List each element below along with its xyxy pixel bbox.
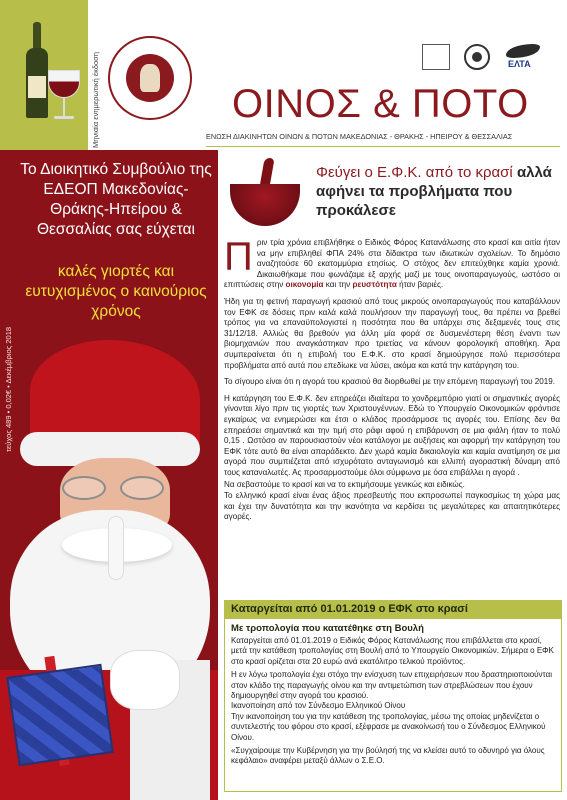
wine-bottle-icon bbox=[26, 22, 48, 118]
issue-info: τεύχος 489 • 0,02€ • Δεκέμβριος 2018 bbox=[4, 326, 13, 452]
newsletter-title: ΟΙΝΟΣ & ΠΟΤΟ bbox=[232, 82, 529, 126]
elta-label: ΕΛΤΑ bbox=[508, 59, 531, 69]
greeting-panel bbox=[0, 150, 218, 800]
holiday-wishes: καλές γιορτές και ευτυχισμένος ο καινούριος χρόνος bbox=[25, 263, 207, 320]
article-body bbox=[224, 235, 560, 529]
header-divider bbox=[206, 146, 560, 147]
association-seal-logo bbox=[108, 36, 192, 120]
wine-figure-icon bbox=[126, 54, 174, 102]
bird-icon bbox=[506, 44, 540, 58]
wine-glass-icon bbox=[48, 70, 80, 122]
news-box-body bbox=[231, 636, 557, 770]
federation-logo bbox=[422, 44, 450, 70]
masthead bbox=[0, 0, 567, 150]
news-box-subtitle: Με τροπολογία που κατατέθηκε στη Βουλή bbox=[231, 623, 424, 634]
publication-type: Μηνιαία ενημερωτική έκδοση bbox=[91, 52, 100, 148]
box-paragraph-1: Καταργείται από 01.01.2019 ο Ειδικός Φόρος Κατανάλωσης που επιβάλλεται στο κρασί, μετά την κατάθεση τροπολογίας στη Βουλή από το Υπουργείο Οικονομικών. Σήμερα ο ΕΦΚ στο κρασί ορίζεται στα 20 ευρώ ανά εκατόλιτρο τελικού προϊόντος. bbox=[231, 636, 554, 666]
news-box-title: Καταργείται από 01.01.2019 ο ΕΦΚ στο κρασί bbox=[231, 603, 468, 615]
gift-box-icon bbox=[6, 664, 114, 766]
news-box-header bbox=[225, 601, 561, 619]
round-seal-icon bbox=[464, 44, 490, 70]
p1-highlight-economy: οικονομία bbox=[285, 280, 324, 290]
drop-cap: Π bbox=[224, 235, 253, 279]
wine-bottle-panel bbox=[0, 0, 88, 150]
elta-logo bbox=[496, 44, 556, 72]
wine-pour-image bbox=[222, 158, 310, 232]
p1-text-b: και την bbox=[325, 280, 351, 290]
paragraph-5: Να σεβαστούμε το κρασί και να το εκτιμήσουμε γενικώς και ειδικώς. bbox=[224, 480, 465, 490]
partner-logos bbox=[422, 44, 562, 74]
p1-text-c: ήταν βαριές. bbox=[399, 280, 444, 290]
p1-text-a: ριν τρία χρόνια επιβλήθηκε ο Ειδικός Φόρος Κατανάλωσης στο κρασί και αιτία ήταν να μην επιβληθεί ΦΠΑ 24% στα δίδακτρα των ιδιωτικών σχολείων. Το δημόσιο αναζητούσε 60 εκατομμύρια ετησίως. Ο στόχος δεν επιτεύχθηκε καμία χρονιά. Δικαιωθήκαμε που φωνάζαμε εξ αρχής μαζί με τους οινοπαραγωγούς, ωστόσο οι επιπτώσεις στην bbox=[224, 238, 560, 290]
p1-highlight-liquidity: ρευστότητα bbox=[352, 280, 397, 290]
news-box bbox=[224, 600, 562, 792]
paragraph-3: Το σίγουρο είναι ότι η αγορά του κρασιού θα διορθωθεί με την επόμενη παραγωγή του 2019. bbox=[224, 377, 556, 387]
paragraph-1 bbox=[224, 235, 560, 291]
santa-claus-image bbox=[0, 340, 218, 800]
article-headline bbox=[316, 163, 560, 220]
paragraph-6: Το ελληνικό κρασί είναι ένας άξιος πρεσβευτής που εκπροσωπεί παγκοσμίως τη χώρα μας και έχει την δυνατότητα και την ικανότητα να κερδίσει τις μεγαλύτερες και απαιτητικότερες αγορές. bbox=[224, 491, 560, 522]
shush-finger bbox=[108, 516, 124, 580]
paragraph-2: Ήδη για τη φετινή παραγωγή κρασιού από τους μικρούς οινοπαραγωγούς που καταβάλλουν τον ΕΦΚ σε δόσεις πριν καλά καλά πουλήσουν την παραγωγή τους, θα πρέπει να βρεθεί τρόπος για να επαναϋπολογιστεί η ποσότητα που θα υπάρχει στις δεξαμενές τους στις 31/12/18. Αλλιώς θα βρεθούν για άλλη μία φορά σε δυσμενέστερη θέση έναντι των βιομηχανιών που αναγκάστηκαν προ τριετίας να κάνουν φορολογική αποθήκη. Άρα συμπεραίνεται ότι η επιβολή του Ε.Φ.Κ. στο κρασί δημιούργησε πολύ περισσότερα προβλήματα από αυτά που επεδίωκε να λύσει, ακόμα και κατά την κατάργηση του. bbox=[224, 296, 560, 370]
headline-part-2: αλλά αφήνει τα προβλήματα που προκάλεσε bbox=[316, 164, 552, 219]
glasses-icon bbox=[62, 476, 168, 502]
box-paragraph-5: «Συγχαίρουμε την Κυβέρνηση για την βούλησή της να κλείσει αυτό το οδυνηρό για όλους κεφάλαιο» αναφέρει μεταξύ άλλων ο Σ.Ε.Ο. bbox=[231, 746, 545, 766]
box-paragraph-3: Ικανοποίηση από τον Σύνδεσμο Ελληνικού Οίνου bbox=[231, 701, 406, 711]
headline-part-1: Φεύγει ο Ε.Φ.Κ. από το κρασί bbox=[316, 164, 513, 181]
paragraph-4: Η κατάργηση του Ε.Φ.Κ. δεν επηρεάζει ιδιαίτερα το χονδρεμπόριο γιατί οι σημαντικές αγορές γίνονται λίγο πριν τις γιορτές των Χριστουγέννων. Εδώ το Υπουργείο Οικονομικών φρόντισε εγκαίρως να ενημερώσει και έτσι ο κλάδος προσάρμοσε τις αγορές του. Επίσης δεν θα επηρεάσει σημαντικά και την τιμή στο ράφι αφού η επιβάρυνση σε μια φιάλη ήταν το πολύ 0,15 . Ωστόσο αν παρουσιαστούν νέοι κατάλογοι με αυξήσεις και αφορμή την κατάργηση του ΕΦΚ τότε αυτό θα είναι απαράδεκτο. Δεν χωρά καμία δικαιολογία και καμία ανατίμηση σε μια αγορά που συμπιέζεται από ισχυρότατο ανταγωνισμό και ελλιπή αγοραστική δύναμη από τους καταναλωτές. Ας προσαρμοστούμε όλοι σύμφωνα με όσα επιβάλλει η αγορά . bbox=[224, 393, 560, 477]
association-name: ΕΝΩΣΗ ΔΙΑΚΙΝΗΤΩΝ ΟΙΝΩΝ & ΠΟΤΩΝ ΜΑΚΕΔΟΝΙΑΣ - ΘΡΑΚΗΣ - ΗΠΕΙΡΟΥ & ΘΕΣΣΑΛΙΑΣ bbox=[206, 132, 513, 141]
box-paragraph-2: Η εν λόγω τροπολογία έχει στόχο την ενίσχυση των επιχειρήσεων που δραστηριοποιούνται στον κλάδο της παραγωγής οίνου και την αντιμετώπιση των στρεβλώσεων που έχουν δημιουργηθεί στην αγορά του κρασιού. bbox=[231, 670, 552, 701]
board-greeting: Το Διοικητικό Συμβούλιο της ΕΔΕΟΠ Μακεδονίας-Θράκης-Ηπείρου & Θεσσαλίας σας εύχεται bbox=[20, 161, 212, 238]
santa-glove bbox=[110, 650, 180, 710]
box-paragraph-4: Την ικανοποίηση του για την κατάθεση της τροπολογίας, μέσω της οποίας μηδενίζεται ο συντελεστής του φόρου στο κρασί, εξέφρασε με ανακοίνωσή του ο Σύνδεσμος Ελληνικού Οίνου. bbox=[231, 711, 546, 742]
